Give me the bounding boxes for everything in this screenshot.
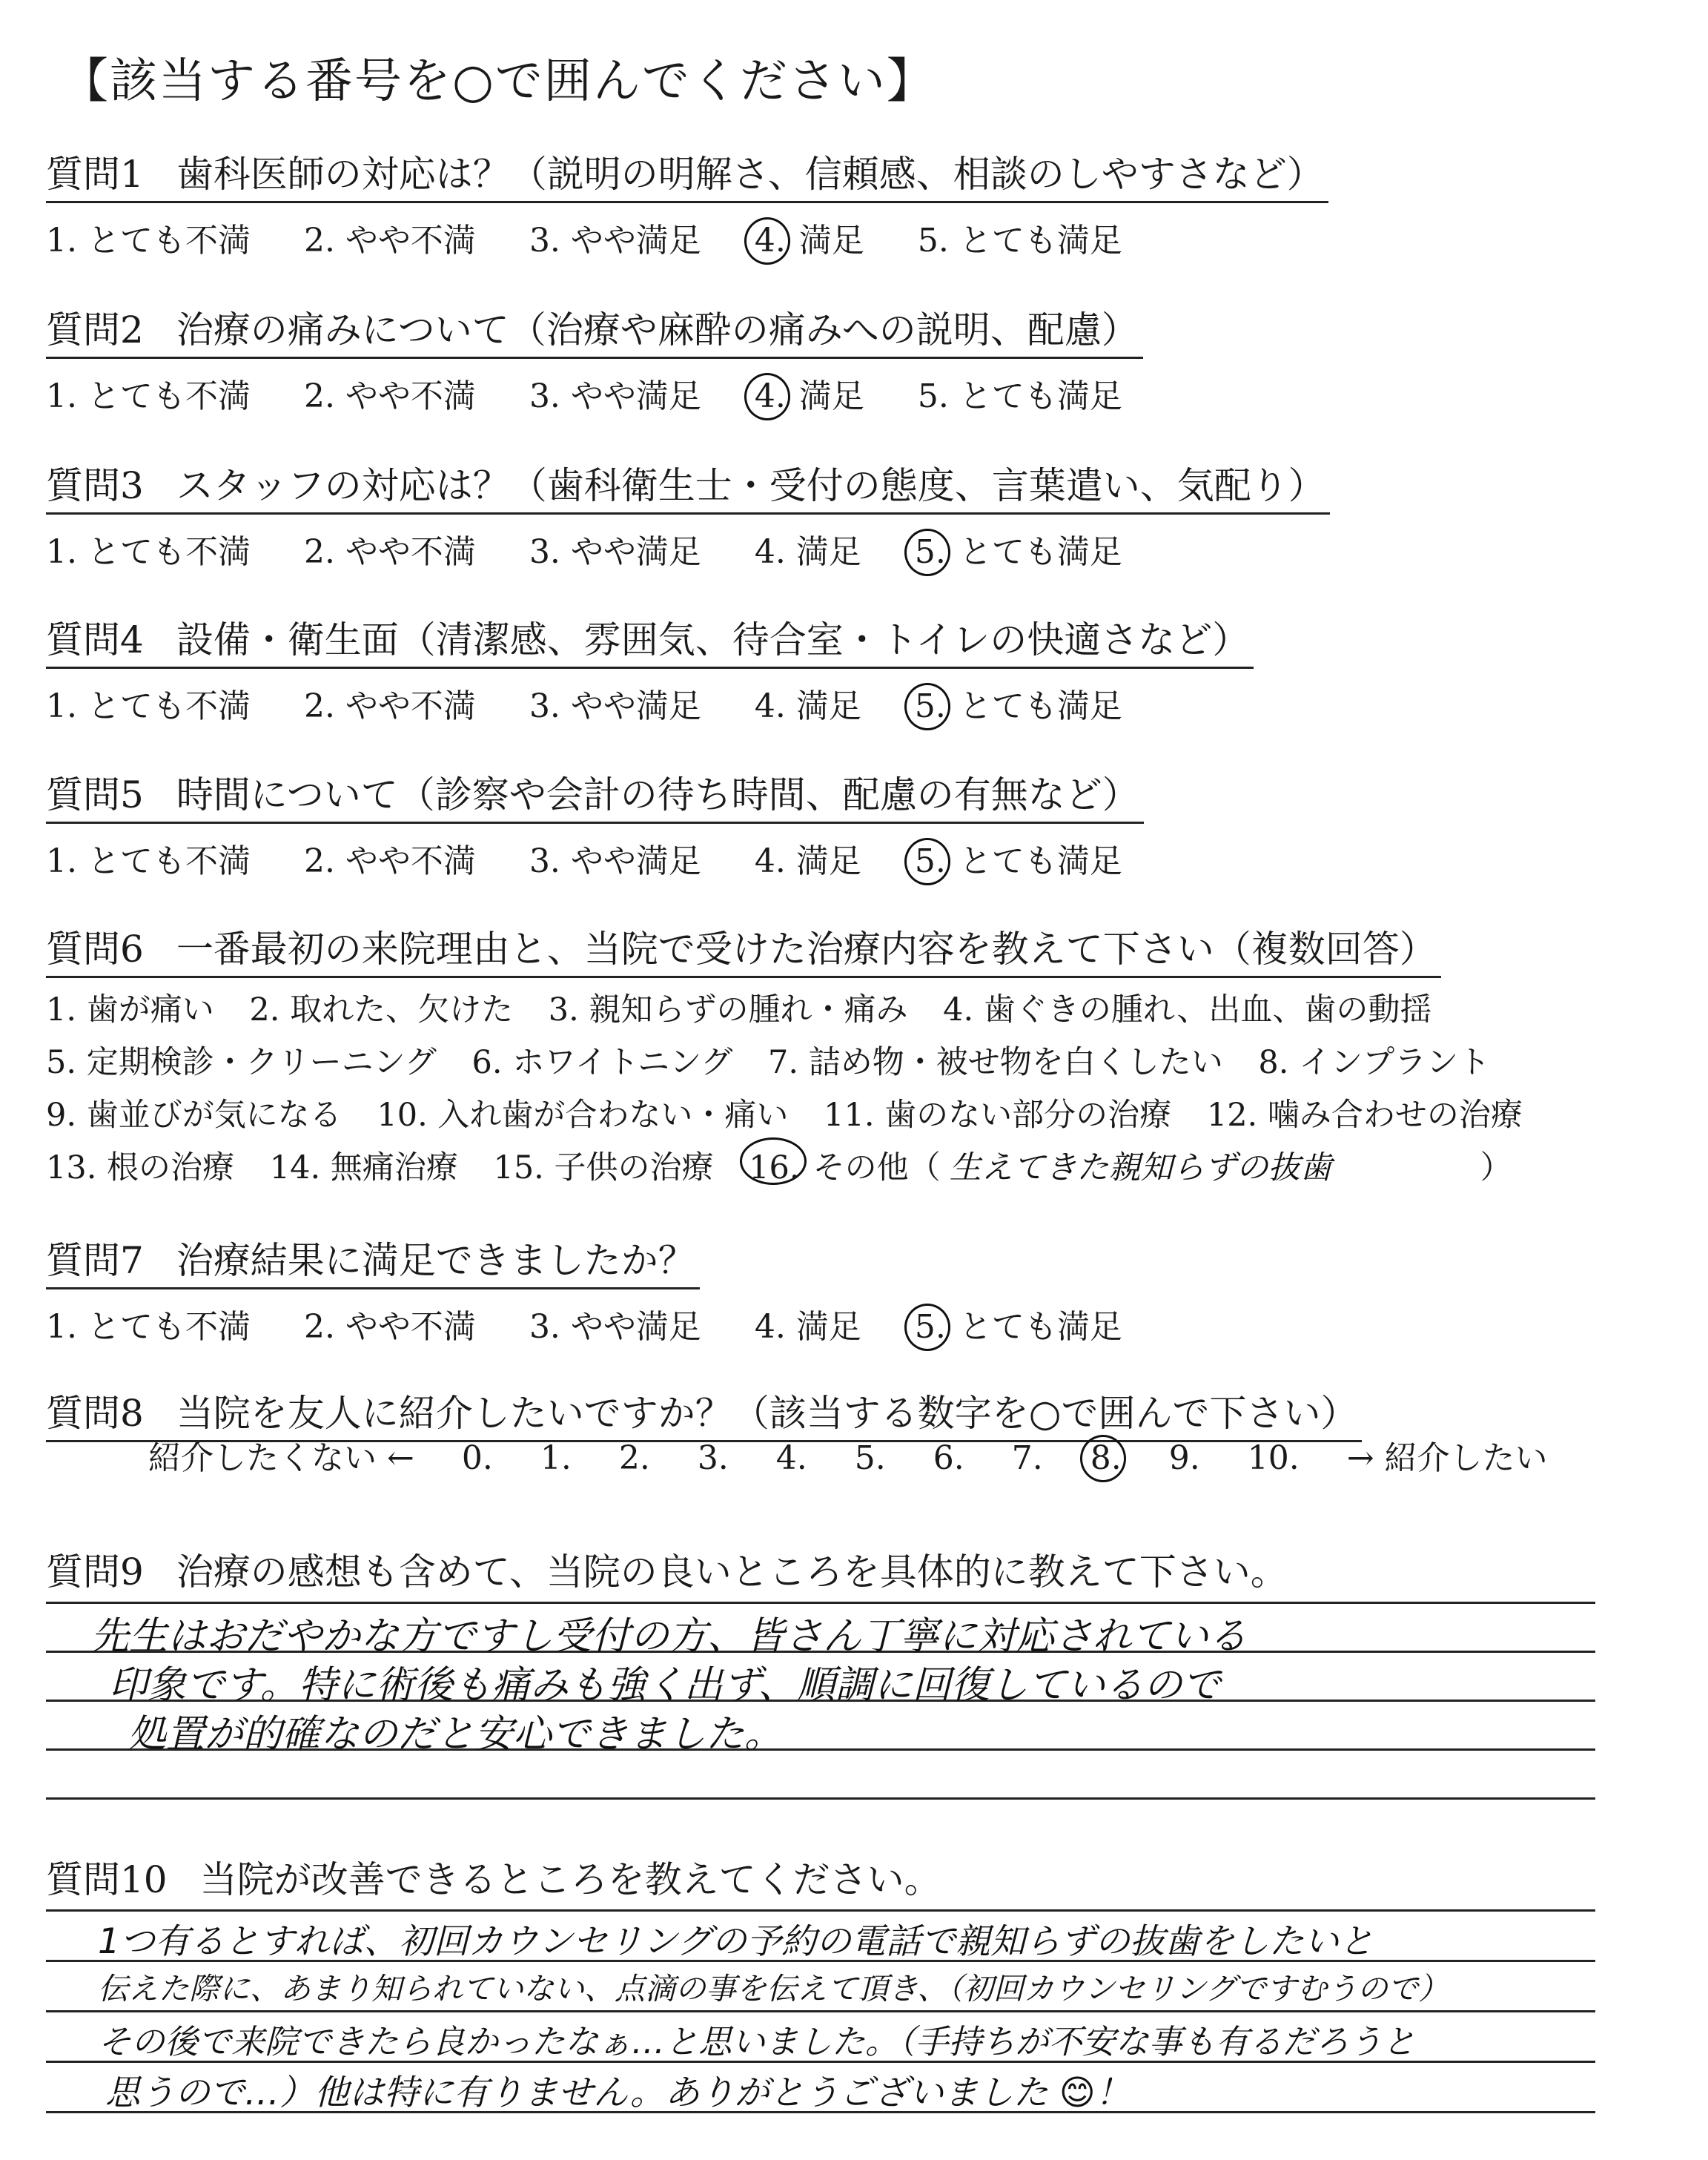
option-4[interactable]: 4. 満足	[754, 842, 861, 880]
checkbox-option[interactable]: 12. 噛み合わせの治療	[1206, 1097, 1523, 1134]
question-6-header	[46, 919, 1441, 978]
option-5-selected[interactable]: 5. とても満足	[914, 533, 1122, 571]
option-4[interactable]: 4. 満足	[754, 533, 861, 571]
checkbox-option[interactable]: 1. 歯が痛い	[46, 991, 214, 1028]
option-4-selected[interactable]: 4. 満足	[754, 377, 864, 415]
rating-options	[46, 525, 1330, 572]
option-2[interactable]: 2. やや不満	[303, 1308, 476, 1346]
question-5-header	[46, 765, 1144, 824]
option-16-selected[interactable]	[749, 1142, 1512, 1195]
question-number: 質問3	[46, 464, 144, 507]
other-close-paren: ）	[1480, 1149, 1512, 1186]
question-6	[46, 919, 1548, 1195]
question-1	[46, 145, 1328, 261]
question-4-header	[46, 610, 1254, 669]
question-10-header	[46, 1850, 946, 1906]
answer-line	[46, 1909, 1595, 1912]
selected-circle: 16.	[749, 1142, 799, 1195]
checkbox-option[interactable]: 14. 無痛治療	[269, 1149, 458, 1186]
option-3[interactable]: 3. やや満足	[529, 1308, 701, 1346]
question-3-header	[46, 456, 1330, 515]
question-number: 質問9	[46, 1550, 144, 1593]
question-text: 歯科医師の対応は？（説明の明解さ、信頼感、相談のしやすさなど）	[176, 153, 1324, 196]
question-5	[46, 765, 1165, 882]
option-4-selected[interactable]: 4. 満足	[754, 222, 864, 260]
question-number: 質問1	[46, 153, 144, 196]
question-number: 質問2	[46, 308, 144, 351]
question-number: 質問6	[46, 928, 144, 971]
option-5-selected[interactable]: 5. とても満足	[914, 1308, 1122, 1346]
scale-8-selected[interactable]: 8.	[1090, 1439, 1122, 1477]
checkbox-option[interactable]: 8. インプラント	[1258, 1044, 1491, 1081]
question-text: 治療の痛みについて（治療や麻酔の痛みへの説明、配慮）	[176, 308, 1139, 351]
selected-circle: 5.	[914, 533, 946, 571]
option-1[interactable]: 1. とても不満	[46, 1308, 251, 1346]
scale-3[interactable]: 3.	[697, 1439, 729, 1477]
handwritten-answer-line: その後で来院できたら良かったなぁ…と思いました。（手持ちが不安な事も有るだろうと	[98, 2022, 1416, 2061]
question-1-header	[46, 145, 1328, 203]
scale-7[interactable]: 7.	[1011, 1439, 1043, 1477]
question-7-header	[46, 1231, 700, 1289]
options-row	[46, 1089, 1548, 1142]
scale-6[interactable]: 6.	[933, 1439, 964, 1477]
handwritten-answer-line: 先生はおだやかな方ですし受付の方、皆さん丁寧に対応されている	[90, 1614, 1248, 1659]
question-3	[46, 456, 1330, 572]
answer-area-q9[interactable]	[46, 1602, 1595, 1824]
rating-options	[46, 679, 1254, 727]
checkbox-option[interactable]: 9. 歯並びが気になる	[46, 1097, 342, 1134]
option-5-selected[interactable]: 5. とても満足	[914, 842, 1122, 880]
scale-0[interactable]: 0.	[461, 1439, 493, 1477]
question-number: 質問10	[46, 1858, 168, 1901]
answer-line	[46, 2010, 1595, 2012]
option-2[interactable]: 2. やや不満	[303, 687, 476, 725]
checkbox-option[interactable]: 15. 子供の治療	[493, 1149, 714, 1186]
question-text: 時間について（診察や会計の待ち時間、配慮の有無など）	[176, 773, 1139, 816]
option-3[interactable]: 3. やや満足	[529, 533, 701, 571]
question-text: スタッフの対応は？（歯科衛生士・受付の態度、言葉遣い、気配り）	[176, 464, 1325, 507]
option-1[interactable]: 1. とても不満	[46, 377, 251, 415]
selected-circle: 5.	[914, 842, 946, 880]
answer-area-q10[interactable]	[46, 1909, 1595, 2132]
option-1[interactable]: 1. とても不満	[46, 533, 251, 571]
checkbox-option[interactable]: 11. 歯のない部分の治療	[824, 1097, 1172, 1134]
option-4[interactable]: 4. 満足	[754, 1308, 861, 1346]
option-5[interactable]: 5. とても満足	[917, 222, 1122, 260]
checkbox-option[interactable]: 6. ホワイトニング	[471, 1044, 733, 1081]
rating-options	[46, 834, 1165, 882]
option-4[interactable]: 4. 満足	[754, 687, 861, 725]
option-5-selected[interactable]: 5. とても満足	[914, 687, 1122, 725]
treatment-options	[46, 984, 1548, 1195]
checkbox-option[interactable]: 4. 歯ぐきの腫れ、出血、歯の動揺	[943, 991, 1432, 1028]
handwritten-answer-line: 処置が的確なのだと安心できました。	[128, 1712, 784, 1757]
handwritten-answer-line: 1つ有るとすれば、初回カウンセリングの予約の電話で親知らずの抜歯をしたいと	[98, 1921, 1374, 1962]
checkbox-option[interactable]: 10. 入れ歯が合わない・痛い	[377, 1097, 789, 1134]
option-1[interactable]: 1. とても不満	[46, 842, 251, 880]
page-title: 【該当する番号を○で囲んでください】	[61, 54, 936, 109]
option-3[interactable]: 3. やや満足	[529, 842, 701, 880]
question-text: 当院が改善できるところを教えてください。	[199, 1858, 941, 1901]
selected-circle: 4.	[754, 377, 786, 415]
question-text: 治療の感想も含めて、当院の良いところを具体的に教えて下さい。	[176, 1550, 1288, 1593]
selected-circle: 4.	[754, 222, 786, 260]
question-7	[46, 1231, 1165, 1347]
options-row	[46, 984, 1548, 1037]
option-1[interactable]: 1. とても不満	[46, 687, 251, 725]
other-label: その他（	[812, 1149, 941, 1186]
options-row	[46, 1142, 1548, 1195]
question-text: 一番最初の来院理由と、当院で受けた治療内容を教えて下さい（複数回答）	[176, 928, 1437, 971]
question-text: 当院を友人に紹介したいですか？（該当する数字を○で囲んで下さい）	[176, 1392, 1358, 1435]
options-row	[46, 1037, 1548, 1089]
scale-right-label: → 紹介したい	[1346, 1439, 1548, 1477]
rating-options	[46, 214, 1328, 261]
selected-circle: 5.	[914, 687, 946, 725]
question-9	[46, 1542, 1292, 1599]
question-number: 質問8	[46, 1392, 144, 1435]
rating-options	[46, 1300, 1165, 1347]
question-2	[46, 300, 1165, 417]
rating-options	[46, 369, 1165, 417]
option-2[interactable]: 2. やや不満	[303, 377, 476, 415]
option-5[interactable]: 5. とても満足	[917, 377, 1122, 415]
question-9-header	[46, 1542, 1292, 1599]
checkbox-option[interactable]: 7. 詰め物・被せ物を白くしたい	[768, 1044, 1223, 1081]
question-text: 治療結果に満足できましたか？	[176, 1239, 695, 1282]
selected-circle: 5.	[914, 1308, 946, 1346]
scale-5[interactable]: 5.	[854, 1439, 886, 1477]
scale-10[interactable]: 10.	[1247, 1439, 1300, 1477]
handwritten-answer-line: 伝えた際に、あまり知られていない、点滴の事を伝えて頂き、（初回カウンセリングですむうので）	[98, 1971, 1449, 2007]
question-number: 質問4	[46, 618, 144, 661]
handwritten-answer-line: 思うので…）他は特に有りません。ありがとうございました 😊！	[105, 2073, 1131, 2113]
checkbox-option[interactable]: 2. 取れた、欠けた	[249, 991, 514, 1028]
question-number: 質問5	[46, 773, 144, 816]
option-3[interactable]: 3. やや満足	[529, 687, 701, 725]
option-3[interactable]: 3. やや満足	[529, 377, 701, 415]
scale-9[interactable]: 9.	[1168, 1439, 1200, 1477]
option-2[interactable]: 2. やや不満	[303, 842, 476, 880]
scale-left-label: 紹介したくない ←	[148, 1439, 414, 1477]
answer-line	[46, 1797, 1595, 1800]
other-handwritten-value[interactable]: 生えてきた親知らずの抜歯	[949, 1149, 1332, 1186]
scale-1[interactable]: 1.	[540, 1439, 572, 1477]
handwritten-answer-line: 印象です。特に術後も痛みも強く出ず、順調に回復しているので	[109, 1663, 1221, 1708]
scale-2[interactable]: 2.	[618, 1439, 650, 1477]
question-10	[46, 1850, 946, 1906]
checkbox-option[interactable]: 3. 親知らずの腫れ・痛み	[548, 991, 908, 1028]
option-2[interactable]: 2. やや不満	[303, 222, 476, 260]
question-2-header	[46, 300, 1143, 359]
option-3[interactable]: 3. やや満足	[529, 222, 701, 260]
question-number: 質問7	[46, 1239, 144, 1282]
scale-4[interactable]: 4.	[775, 1439, 807, 1477]
option-2[interactable]: 2. やや不満	[303, 533, 476, 571]
checkbox-option[interactable]: 5. 定期検診・クリーニング	[46, 1044, 437, 1081]
question-text: 設備・衛生面（清潔感、雰囲気、待合室・トイレの快適さなど）	[176, 618, 1250, 661]
recommend-scale	[148, 1431, 1585, 1479]
answer-line	[46, 1602, 1595, 1604]
option-1[interactable]: 1. とても不満	[46, 222, 251, 260]
question-4	[46, 610, 1254, 727]
checkbox-option[interactable]: 13. 根の治療	[46, 1149, 235, 1186]
